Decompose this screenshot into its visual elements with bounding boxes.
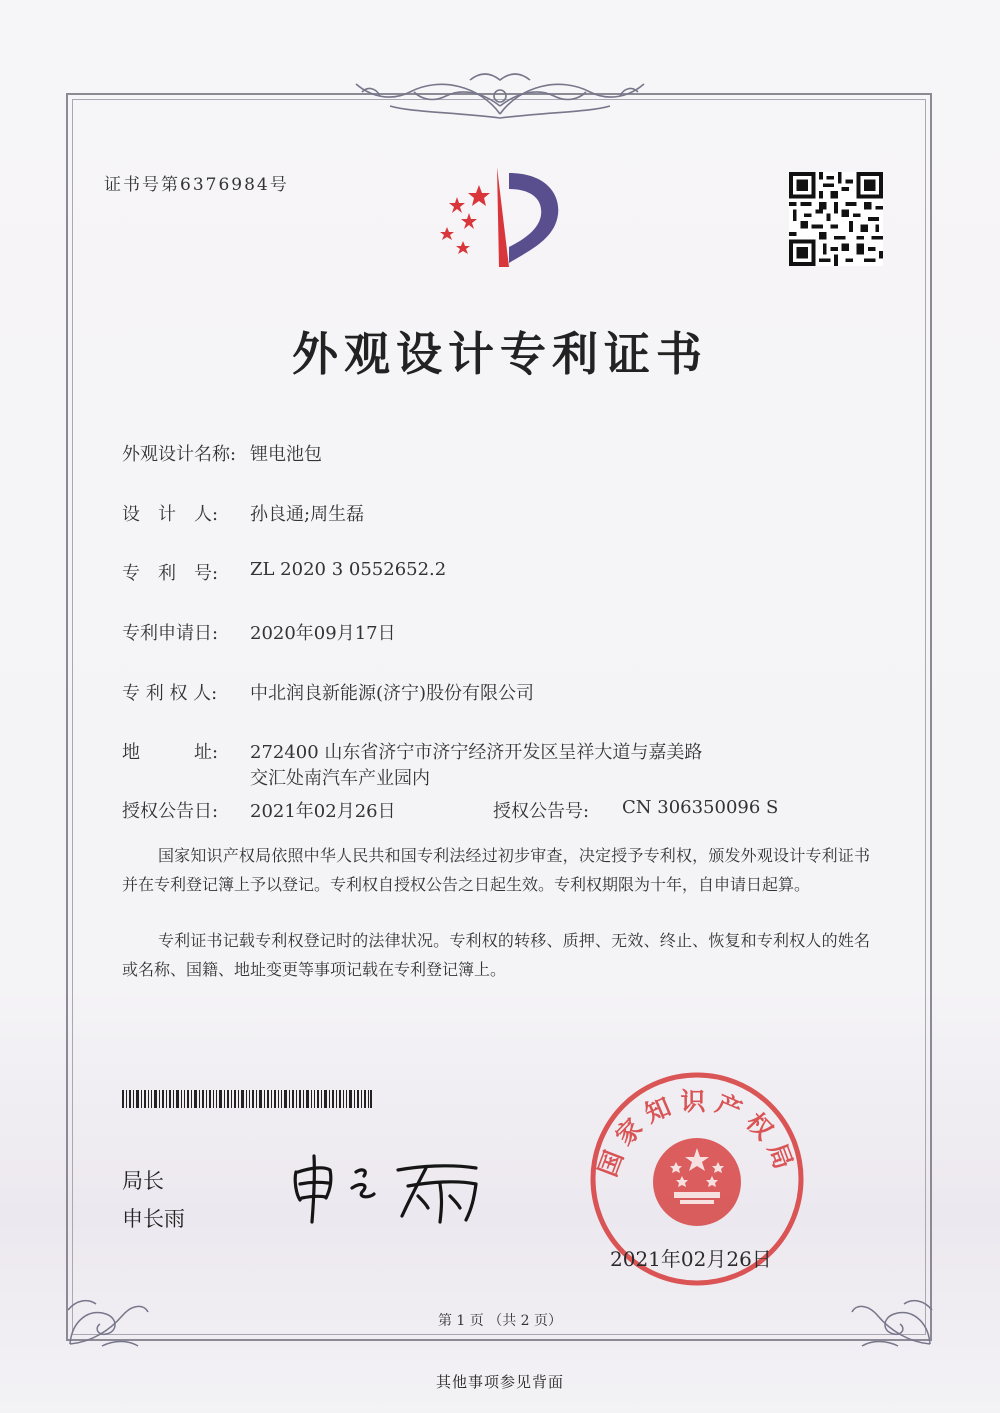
barcode-icon	[122, 1090, 372, 1108]
qr-code-icon	[789, 172, 883, 266]
certificate-number: 证书号第6376984号	[104, 175, 289, 195]
grant-date-value: 2021年02月26日	[250, 801, 396, 822]
footer-note: 其他事项参见背面	[435, 1373, 564, 1391]
grant-date-label: 授权公告日:	[122, 801, 219, 822]
cnipa-emblem-icon	[425, 163, 570, 273]
patentee-label: 专 利 权 人:	[122, 683, 218, 704]
top-ornament-icon	[350, 66, 650, 122]
page-number: 第 1 页 （共 2 页）	[437, 1313, 563, 1329]
grant-number-value: CN 306350096 S	[622, 797, 779, 818]
filing-date-value: 2020年09月17日	[250, 623, 396, 644]
seal-date: 2021年02月26日	[610, 1247, 772, 1271]
address-line-2: 交汇处南汽车产业园内	[250, 768, 430, 789]
grant-number-label: 授权公告号:	[493, 801, 590, 822]
patent-number-label: 专 利 号:	[122, 563, 219, 584]
certificate-title: 外观设计专利证书	[292, 327, 708, 381]
filing-date-label: 专利申请日:	[122, 623, 219, 644]
address-label: 地 址:	[122, 742, 219, 763]
designer-label: 设 计 人:	[122, 504, 219, 525]
designer-value: 孙良通;周生磊	[250, 504, 365, 525]
seal-text: 国家知识产权局	[592, 1086, 802, 1181]
director-title: 局长	[122, 1169, 164, 1193]
address-line-1: 272400 山东省济宁市济宁经济开发区呈祥大道与嘉美路	[250, 742, 703, 763]
body-paragraph-1: 国家知识产权局依照中华人民共和国专利法经过初步审查，决定授予专利权，颁发外观设计专利证书并在专利登记簿上予以登记。专利权自授权公告之日起生效。专利权期限为十年，自申请日起算。	[122, 846, 870, 894]
design-name-label: 外观设计名称:	[122, 444, 237, 465]
director-name: 申长雨	[122, 1207, 185, 1231]
patentee-value: 中北润良新能源(济宁)股份有限公司	[250, 683, 535, 704]
body-paragraph-2: 专利证书记载专利权登记时的法律状况。专利权的转移、质押、无效、终止、恢复和专利权人的姓名或名称、国籍、地址变更等事项记载在专利登记簿上。	[122, 931, 870, 979]
handwritten-signature	[290, 1150, 500, 1230]
design-name-value: 锂电池包	[250, 444, 322, 465]
patent-number-value: ZL 2020 3 0552652.2	[250, 559, 447, 580]
